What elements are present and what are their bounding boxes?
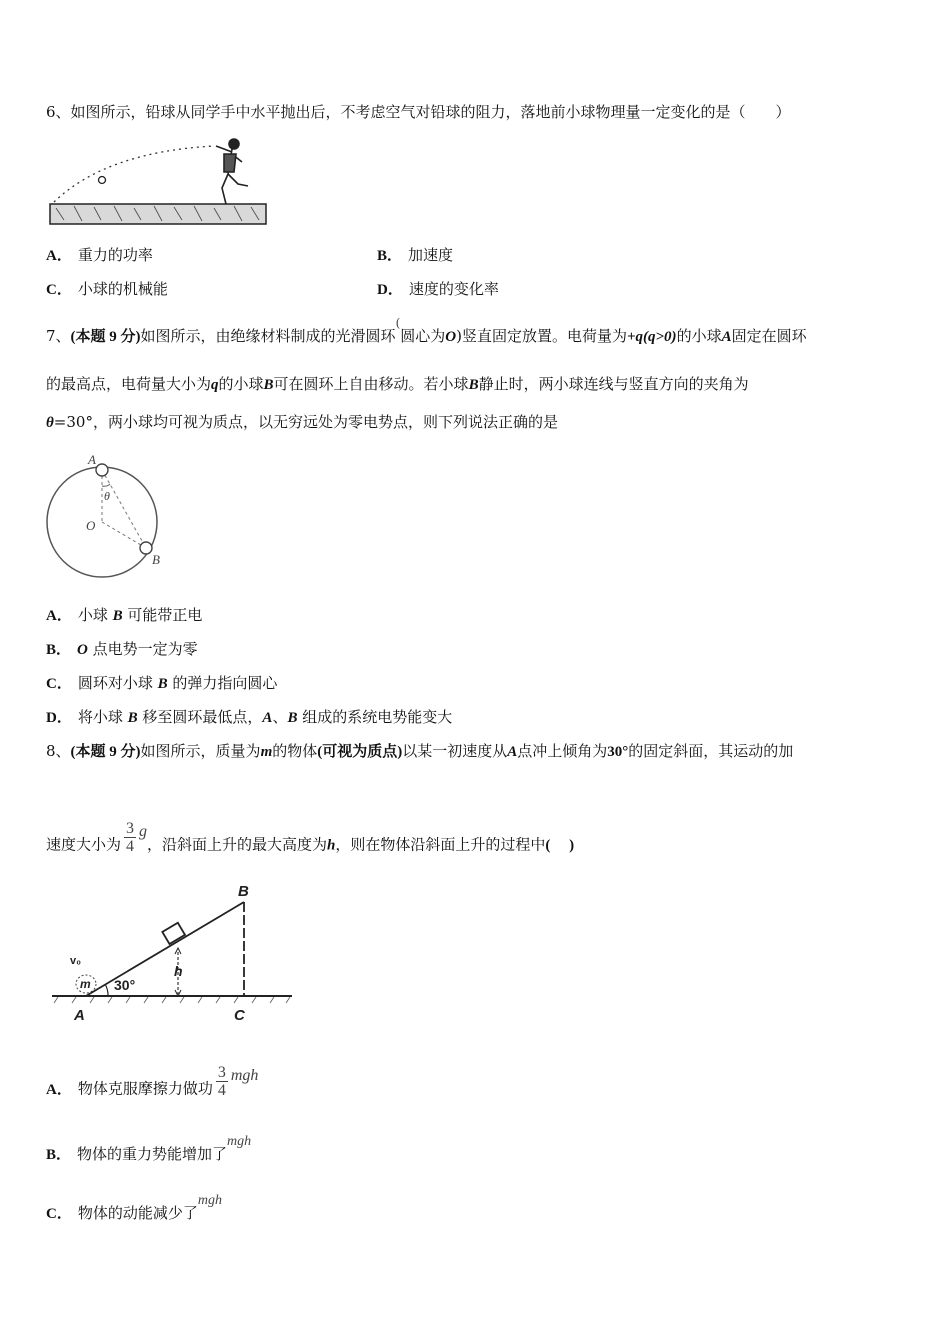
- q7-fig-label-a: A: [88, 452, 96, 467]
- q7-fig-label-b: B: [152, 552, 160, 567]
- q7-stem-line2: 的最高点，电荷量大小为q的小球B可在圆环上自由移动。若小球B静止时，两小球连线与竖直方向的夹角为: [46, 375, 749, 393]
- q8-option-b[interactable]: B． 物体的重力势能增加了mgh: [46, 1134, 252, 1163]
- q8-fig-label-h: h: [174, 963, 183, 979]
- q7-option-d[interactable]: D． 将小球 B 移至圆环最低点，A、B 组成的系统电势能变大: [46, 708, 453, 726]
- q7-option-b[interactable]: B． O 点电势一定为零: [46, 640, 198, 658]
- q8-incline-figure: [50, 880, 296, 1030]
- q8-fig-label-m: m: [80, 977, 91, 991]
- q8-fig-label-c: C: [234, 1007, 245, 1024]
- q7-option-a[interactable]: A． 小球 B 可能带正电: [46, 606, 203, 624]
- q8-option-c[interactable]: C． 物体的动能减少了mgh: [46, 1193, 222, 1222]
- q7-stem-line1: 7、(本题 9 分)如图所示，由绝缘材料制成的光滑圆环(圆心为O)竖直固定放置。电荷量为+q(q>0)的小球A固定在圆环: [46, 316, 807, 345]
- q7-fig-label-theta: θ: [104, 489, 110, 503]
- q7-option-c[interactable]: C． 圆环对小球 B 的弹力指向圆心: [46, 674, 278, 692]
- q8-option-a-fraction: $\frac{3}{4}$: [217, 1064, 226, 1099]
- q6-option-a[interactable]: A． 重力的功率: [46, 246, 153, 264]
- q8-option-a[interactable]: A． 物体克服摩擦力做功 $\frac{3}{4}$ mgh: [46, 1064, 259, 1099]
- q6-shot-put-figure: [46, 132, 270, 228]
- q8-accel-fraction: $\frac{3}{4}$: [126, 820, 135, 855]
- q6-option-d[interactable]: D． 速度的变化率: [377, 280, 499, 298]
- q6-stem: 6、如图所示，铅球从同学手中水平抛出后，不考虑空气对铅球的阻力，落地前小球物理量一定变化的是（ ）: [46, 103, 791, 121]
- q6-option-b[interactable]: B． 加速度: [377, 246, 454, 264]
- q6-option-c[interactable]: C． 小球的机械能: [46, 280, 168, 298]
- q8-fig-label-v0: v₀: [70, 955, 82, 967]
- q8-fig-label-angle: 30°: [114, 977, 136, 993]
- q7-fig-label-o: O: [86, 518, 96, 533]
- q7-ring-figure: [40, 446, 180, 582]
- q8-fig-label-a: A: [74, 1007, 85, 1024]
- q8-stem-line1: 8、(本题 9 分)如图所示，质量为m的物体(可视为质点)以某一初速度从A点冲上倾角为30°的固定斜面，其运动的加: [46, 742, 794, 760]
- q8-stem-line2: 速度大小为 $\frac{3}{4}$ g，沿斜面上升的最大高度为h，则在物体沿斜面上升的过程中( ): [46, 820, 575, 855]
- q8-fig-label-b: B: [238, 883, 249, 900]
- q7-stem-line3: θ=30°，两小球均可视为质点，以无穷远处为零电势点，则下列说法正确的是: [46, 413, 558, 431]
